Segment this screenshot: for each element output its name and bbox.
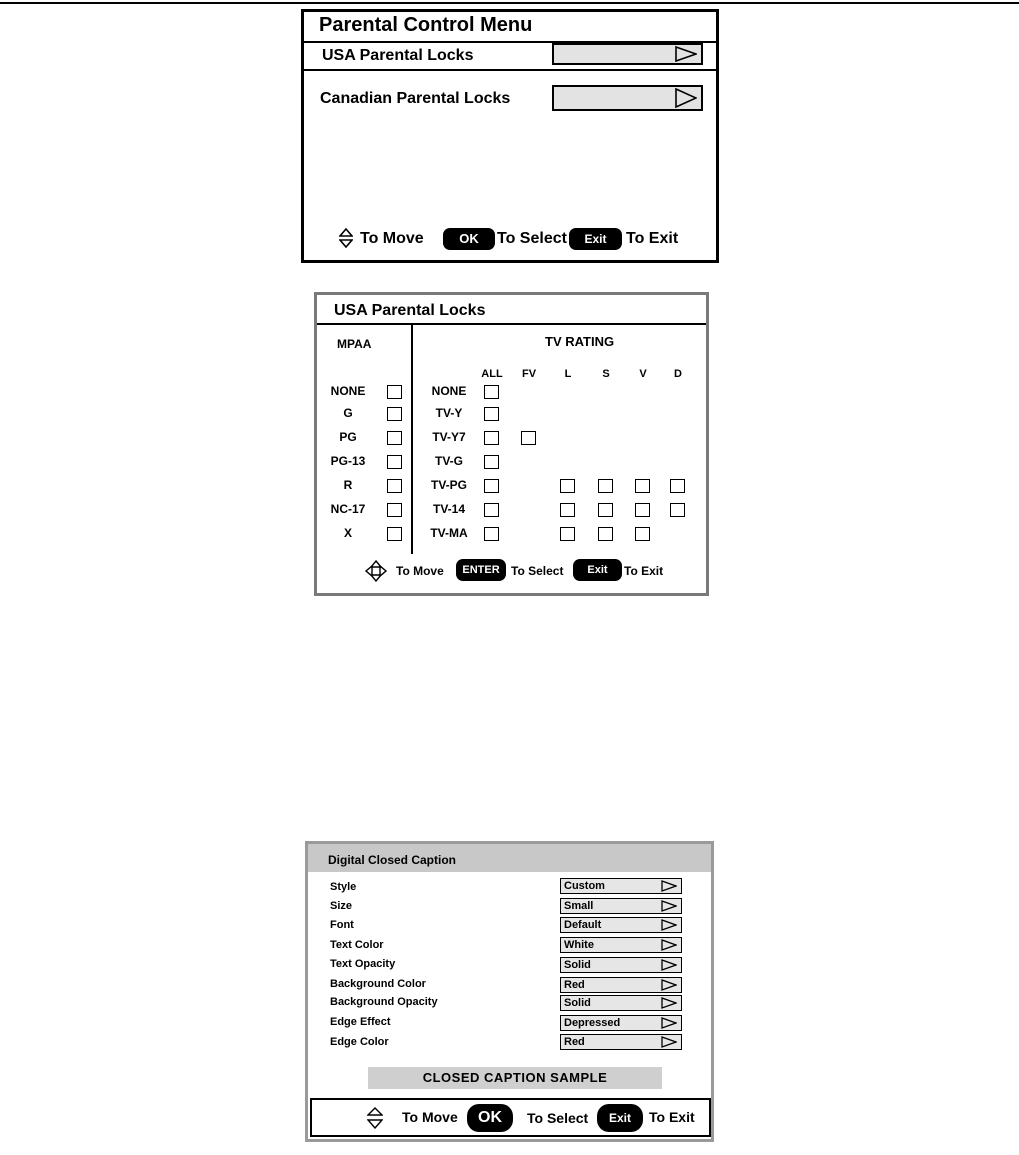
tv-rating-checkbox-s[interactable] [598, 527, 613, 541]
up-down-arrows-icon [367, 1107, 383, 1129]
tv-rating-label: TV-Y7 [432, 430, 466, 444]
caption-setting-value: Small [564, 900, 594, 912]
play-arrow-icon [661, 979, 677, 991]
move-hint: To Move [360, 230, 424, 247]
tv-rating-checkbox-all[interactable] [484, 527, 499, 541]
digital-closed-caption-panel [305, 841, 714, 1142]
play-arrow-icon [661, 919, 677, 931]
tv-rating-checkbox-all[interactable] [484, 455, 499, 469]
panel-footer [317, 557, 706, 583]
mpaa-rating-label: NONE [330, 384, 366, 398]
ok-key-badge: OK [443, 228, 495, 250]
play-arrow-icon [661, 959, 677, 971]
tv-rating-label: TV-Y [435, 406, 463, 420]
enter-key-badge: ENTER [456, 559, 506, 581]
tv-rating-checkbox-all[interactable] [484, 503, 499, 517]
caption-setting-label: Text Opacity [330, 958, 396, 970]
tv-rating-checkbox-d[interactable] [670, 503, 685, 517]
tv-rating-checkbox-v[interactable] [635, 503, 650, 517]
exit-key-badge: Exit [573, 559, 622, 581]
caption-setting-selector[interactable] [560, 898, 682, 914]
tv-rating-header: TV RATING [545, 334, 615, 349]
usa-parental-locks-arrow-button[interactable] [552, 43, 703, 65]
tv-column-header: FV [521, 368, 537, 380]
menu-footer [304, 226, 716, 252]
caption-setting-label: Text Color [330, 939, 384, 951]
caption-setting-value: Red [564, 1036, 585, 1048]
move-hint: To Move [396, 564, 444, 578]
select-hint: To Select [511, 564, 564, 578]
tv-rating-checkbox-fv[interactable] [521, 431, 536, 445]
mpaa-checkbox[interactable] [387, 503, 402, 517]
mpaa-rating-label: PG [339, 430, 357, 444]
caption-setting-selector[interactable] [560, 1034, 682, 1050]
play-arrow-icon [661, 880, 677, 892]
caption-setting-label: Background Color [330, 978, 426, 990]
ok-key-badge: OK [467, 1104, 513, 1132]
panel-title-bar [308, 844, 711, 872]
mpaa-checkbox[interactable] [387, 385, 402, 399]
tv-rating-checkbox-v[interactable] [635, 527, 650, 541]
tv-column-header: ALL [481, 368, 503, 380]
caption-setting-selector[interactable] [560, 1015, 682, 1031]
divider [304, 69, 716, 71]
caption-setting-label: Background Opacity [330, 996, 438, 1008]
play-arrow-icon [675, 88, 697, 108]
tv-rating-label: NONE [431, 384, 467, 398]
tv-rating-label: TV-MA [430, 526, 468, 540]
tv-column-header: V [639, 368, 647, 380]
caption-setting-value: Red [564, 979, 585, 991]
caption-setting-value: Default [564, 919, 602, 931]
tv-rating-label: TV-G [434, 454, 463, 468]
caption-setting-selector[interactable] [560, 995, 682, 1011]
play-arrow-icon [661, 1036, 677, 1048]
caption-setting-selector[interactable] [560, 937, 682, 953]
panel-footer [310, 1098, 711, 1137]
play-arrow-icon [675, 46, 697, 62]
caption-sample: CLOSED CAPTION SAMPLE [368, 1067, 662, 1089]
mpaa-header: MPAA [337, 337, 372, 351]
exit-hint: To Exit [649, 1109, 695, 1125]
tv-rating-checkbox-all[interactable] [484, 479, 499, 493]
tv-rating-checkbox-s[interactable] [598, 503, 613, 517]
canadian-parental-locks-arrow-button[interactable] [552, 85, 703, 111]
menu-title: Parental Control Menu [319, 14, 533, 36]
select-hint: To Select [527, 1110, 589, 1126]
tv-rating-label: TV-14 [432, 502, 465, 516]
caption-setting-label: Edge Color [330, 1036, 389, 1048]
page-top-rule [0, 2, 1019, 4]
tv-rating-checkbox-d[interactable] [670, 479, 685, 493]
caption-setting-selector[interactable] [560, 957, 682, 973]
caption-setting-value: Custom [564, 880, 605, 892]
play-arrow-icon [661, 997, 677, 1009]
tv-rating-checkbox-l[interactable] [560, 527, 575, 541]
caption-setting-selector[interactable] [560, 977, 682, 993]
tv-rating-checkbox-l[interactable] [560, 503, 575, 517]
tv-rating-checkbox-all[interactable] [484, 385, 499, 399]
caption-setting-value: Solid [564, 997, 591, 1009]
caption-setting-value: Depressed [564, 1017, 621, 1029]
caption-setting-value: White [564, 939, 594, 951]
select-hint: To Select [497, 230, 567, 247]
panel-title: Digital Closed Caption [328, 853, 457, 867]
mpaa-checkbox[interactable] [387, 407, 402, 421]
exit-key-badge: Exit [569, 228, 622, 250]
exit-hint: To Exit [624, 564, 664, 578]
menu-item-usa-parental-locks[interactable]: USA Parental Locks [322, 47, 474, 64]
mpaa-checkbox[interactable] [387, 431, 402, 445]
usa-parental-locks-panel [314, 292, 709, 596]
mpaa-rating-label: PG-13 [330, 454, 366, 468]
direction-pad-icon [365, 560, 387, 582]
tv-rating-checkbox-all[interactable] [484, 431, 499, 445]
mpaa-checkbox[interactable] [387, 455, 402, 469]
column-divider [411, 325, 413, 554]
mpaa-checkbox[interactable] [387, 527, 402, 541]
tv-rating-checkbox-s[interactable] [598, 479, 613, 493]
divider [317, 323, 706, 325]
caption-setting-selector[interactable] [560, 878, 682, 894]
panel-title: USA Parental Locks [334, 302, 486, 319]
tv-column-header: D [674, 368, 682, 380]
mpaa-rating-label: NC-17 [330, 502, 366, 516]
tv-rating-label: TV-PG [430, 478, 467, 492]
tv-rating-checkbox-l[interactable] [560, 479, 575, 493]
mpaa-checkbox[interactable] [387, 479, 402, 493]
tv-column-header: L [564, 368, 572, 380]
caption-setting-value: Solid [564, 959, 591, 971]
mpaa-rating-label: R [343, 478, 353, 492]
tv-rating-checkbox-all[interactable] [484, 407, 499, 421]
play-arrow-icon [661, 939, 677, 951]
play-arrow-icon [661, 1017, 677, 1029]
up-down-arrows-icon [339, 228, 353, 248]
mpaa-rating-label: G [343, 406, 353, 420]
parental-control-menu [301, 9, 719, 263]
menu-item-canadian-parental-locks[interactable]: Canadian Parental Locks [320, 90, 511, 107]
caption-setting-label: Font [330, 919, 354, 931]
play-arrow-icon [661, 900, 677, 912]
caption-setting-label: Edge Effect [330, 1016, 391, 1028]
caption-setting-label: Style [330, 881, 357, 893]
move-hint: To Move [402, 1109, 458, 1125]
exit-hint: To Exit [626, 230, 679, 247]
mpaa-rating-label: X [343, 526, 352, 540]
caption-setting-selector[interactable] [560, 917, 682, 933]
tv-column-header: S [602, 368, 610, 380]
tv-rating-checkbox-v[interactable] [635, 479, 650, 493]
caption-setting-label: Size [330, 900, 353, 912]
exit-key-badge: Exit [597, 1104, 643, 1132]
